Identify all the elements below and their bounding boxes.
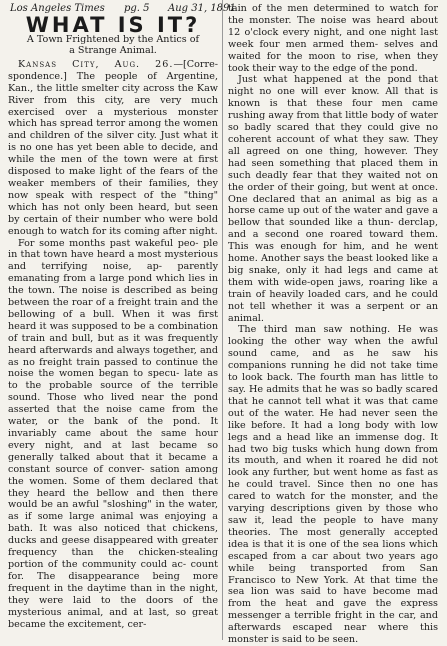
newspaper-name: Los Angeles Times <box>10 3 105 14</box>
article-subhead <box>8 34 218 56</box>
article-headline: WHAT IS IT? <box>25 13 201 37</box>
publication-date: Aug 31, 1891 <box>168 3 236 14</box>
page-number: pg. 5 <box>124 3 150 14</box>
article-paragraph-3: tain of the men determined to watch for the monster. The noise was heard about 12 o'clock every night, and one night last week four men armed them- selves and waited for the moon to rise, when they took their way to the edge of the pond. <box>228 3 438 74</box>
article-dateline: Kansas City, Aug. 26. <box>18 58 174 70</box>
subhead-line-1: A Town Frightened by the Antics of <box>26 33 200 45</box>
column-divider <box>222 0 223 640</box>
article-paragraph-4: Just what happened at the pond that night no one will ever know. All that is known is that these four men came rushing away from that little body of water so badly scared that they could give no coherent account of what they saw. They all agreed on one thing, however. They had seen something that placed them in such deadly fear that they waited not on the order of their going, but went at once. One declared that an animal as big as a horse came up out of the water and gave a bellow that sounded like a thun- derclap, and a second one roared toward them. This was enough for him, and he went home. Another says the beast looked like a big snake, only it had legs and came at them with wide-open jaws, roaring like a train of heavily loaded cars, and he could not tell whether it was a serpent or an animal. <box>228 74 438 324</box>
article-left-column <box>8 13 218 630</box>
subhead-line-2: a Strange Animal. <box>69 44 157 56</box>
article-paragraph-1 <box>8 59 218 238</box>
paragraph-1-text: —[Corre- spondence.] The people of Argentine, Kan., the little smelter city across the Kaw River from this city, are very much exercised over a mysterious monster which has spread terror among the women and children of the silver city. Just what it is no one has yet been able to decide, and while the men of the town were at first disposed to make light of the fears of the weaker members of their families, they now speak with respect of the "thing" which has not only been heard, but seen by certain of their number who were bold enough to watch for its coming after night. <box>8 58 218 237</box>
article-paragraph-5: The third man saw nothing. He was looking the other way when the awful sound came, and as he saw his companions running he did not take time to look back. The fourth man has little to say. He admits that he was so badly scared that he cannot tell what it was that came out of the water. He had never seen the like before. It had a long body with low legs and a head like an immense dog. It had two big tusks which hung down from its mouth, and when it roared he did not look any further, but went home as fast as he could travel. Since then no one has cared to watch for the monster, and the varying descriptions given by those who saw it, lead the people to have many theories. The most generally accepted idea is that it is one of the sea lions which escaped from a car about two years ago while being transported from San Francisco to New York. At that time the sea lion was said to have become mad from the heat and gave the express messenger a terrible fright in the car, and afterwards escaped near where this monster is said to be seen. <box>228 324 438 646</box>
article-paragraph-2: For some months past wakeful peo- ple in that town have heard a most mysterious and terrifying noise, ap- parently emanating from a large pond which lies in the town. The noise is described as being between the roar of a freight train and the bellowing of a bull. When it was first heard it was supposed to be a combination of train and bull, but as it was frequently heard afterwards and always together, and as no freight train passed to continue the noise the women began to specu- late as to the probable source of the terrible sound. Those who lived near the pond asserted that the noise came from the water, or the bank of the pond. It invariably came about the same hour every night, and at last became so generally talked about that it became a constant source of conver- sation among the women. Some of them declared that they heard the bellow and then there would be an awful "sloshing" in the water, as if some large animal was enjoying a bath. It was also noticed that chickens, ducks and geese disappeared with greater frequency than the chicken-stealing portion of the community could ac- count for. The disappearance being more frequent in the daytime than in the night, they were laid to the doors of the mysterious animal, and at last, so great became the excitement, cer- <box>8 237 218 630</box>
article-right-column <box>228 3 438 646</box>
